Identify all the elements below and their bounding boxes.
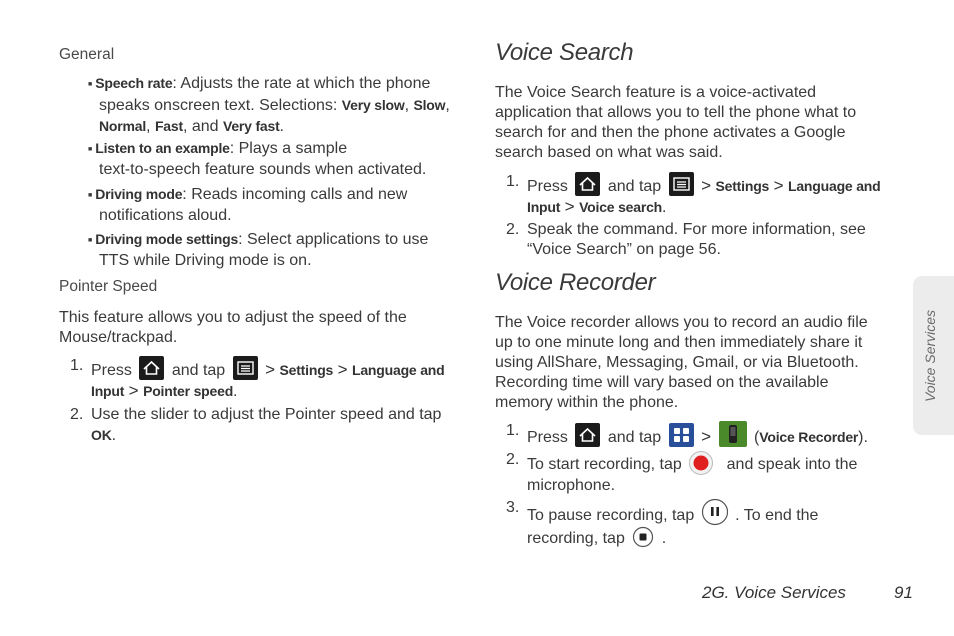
sep: , <box>445 97 450 114</box>
voice-recorder-paragraph <box>495 313 905 413</box>
home-button[interactable] <box>575 423 600 447</box>
general-heading: General <box>59 46 115 63</box>
home-icon <box>139 356 164 380</box>
footer-section-title: 2G. Voice Services <box>702 583 846 602</box>
press-text: Press <box>527 429 568 446</box>
driving-mode-settings-label: Driving mode settings <box>95 231 239 247</box>
arrow-sep: > <box>128 381 139 400</box>
pointer-step-1 <box>70 356 470 402</box>
step2-line1: Use the slider to adjust the Pointer speed and tap <box>91 406 442 423</box>
vr-line: Recording time will vary based on the available <box>495 374 829 391</box>
vr-step2-pre: To start recording, tap <box>527 456 682 473</box>
home-button[interactable] <box>575 172 600 196</box>
voice-recorder-step-2 <box>506 450 906 496</box>
listen-example-label: Listen to an example <box>95 140 230 156</box>
pointer-step-2 <box>70 405 470 446</box>
input-label: Input <box>91 383 125 399</box>
settings-label: Settings <box>715 178 770 194</box>
vr-line: up to one minute long and then immediately share it <box>495 334 863 351</box>
vs-line: application that allows you to tell the phone what to <box>495 104 857 121</box>
paren: ). <box>858 429 868 446</box>
press-text: Press <box>527 178 568 195</box>
vr-step2-line2: microphone. <box>527 477 616 494</box>
vs-step2-line1: Speak the command. For more information, see <box>527 221 866 238</box>
vr-step3-post: . To end the <box>735 507 819 524</box>
step-number: 2. <box>70 406 84 423</box>
microphone-icon <box>719 421 747 447</box>
arrow-sep: > <box>701 427 712 446</box>
voice-recorder-step-3 <box>506 498 906 549</box>
opt-slow: Slow <box>413 97 446 113</box>
ok-label: OK <box>91 427 112 443</box>
period: . <box>279 118 284 135</box>
step-number: 1. <box>506 422 520 439</box>
paren: ( <box>753 429 760 446</box>
driving-mode-text: : Reads incoming calls and new <box>182 186 408 203</box>
voice-search-paragraph <box>495 83 895 163</box>
menu-icon <box>233 356 258 380</box>
vs-step2-line2: “Voice Search” on page 56. <box>527 241 721 258</box>
arrow-sep: > <box>564 197 575 216</box>
step-number: 3. <box>506 499 520 516</box>
settings-label: Settings <box>279 362 334 378</box>
vr-line: memory within the phone. <box>495 394 679 411</box>
vr-step3-line2: recording, tap <box>527 530 625 547</box>
speech-rate-selections: speaks onscreen text. Selections: <box>99 97 342 114</box>
section-side-tab-label: Voice Services <box>922 309 938 403</box>
apps-button[interactable] <box>669 423 694 447</box>
menu-button[interactable] <box>233 356 258 380</box>
listen-example-line2: text-to-speech feature sounds when activated. <box>99 161 427 178</box>
driving-mode-label: Driving mode <box>95 186 183 202</box>
bullet-driving-mode-settings: ■ Driving mode settings: Select applications to use TTS while Driving mode is on. <box>88 229 478 271</box>
pointer-speed-heading: Pointer Speed <box>59 278 158 295</box>
arrow-sep: > <box>265 360 276 379</box>
step-number: 2. <box>506 451 520 468</box>
opt-very-fast: Very fast <box>222 118 280 134</box>
speech-rate-text: : Adjusts the rate at which the phone <box>172 75 431 92</box>
vr-step3-pre: To pause recording, tap <box>527 507 695 524</box>
sep: , <box>404 97 414 114</box>
voice-recorder-label: Voice Recorder <box>759 429 859 445</box>
vs-line: search for and then the phone activates a Google <box>495 124 846 141</box>
vs-line: The Voice Search feature is a voice-activated <box>495 84 817 101</box>
period: . <box>111 427 117 444</box>
apps-grid-icon <box>669 423 694 447</box>
vr-line: The Voice recorder allows you to record an audio file <box>495 314 868 331</box>
press-text: Press <box>91 362 132 379</box>
language-label: Language and <box>351 362 445 378</box>
input-label: Input <box>527 199 561 215</box>
stop-icon[interactable] <box>632 526 654 548</box>
arrow-sep: > <box>701 176 712 195</box>
arrow-sep: > <box>337 360 348 379</box>
voice-recorder-app-button[interactable] <box>719 421 747 447</box>
voice-recorder-step-1 <box>506 421 906 448</box>
opt-very-slow: Very slow <box>341 97 405 113</box>
period: . <box>662 199 667 216</box>
sep: , <box>146 118 155 135</box>
vr-step2-post: and speak into the <box>726 456 858 473</box>
and-tap-text: and tap <box>607 178 662 195</box>
vr-line: using AllShare, Messaging, Gmail, or via Bluetooth. <box>495 354 859 371</box>
period: . <box>233 383 238 400</box>
bullet-listen-example: ■ Listen to an example: Plays a sample text-to-speech feature sounds when activated. <box>88 138 478 180</box>
opt-fast: Fast <box>154 118 183 134</box>
menu-icon <box>669 172 694 196</box>
step-number: 1. <box>506 173 520 190</box>
bullet-speech-rate: ■ Speech rate: Adjusts the rate at which the phone speaks onscreen text. Selections: Very slow, Slow, Normal, Fast, and Very fast. <box>88 75 450 135</box>
step-number: 1. <box>70 357 84 374</box>
pointer-para-line1: This feature allows you to adjust the speed of the <box>59 309 407 326</box>
opt-normal: Normal <box>99 118 147 134</box>
home-button[interactable] <box>139 356 164 380</box>
step-number: 2. <box>506 221 520 238</box>
menu-button[interactable] <box>669 172 694 196</box>
arrow-sep: > <box>773 176 784 195</box>
vs-line: search based on what was said. <box>495 144 723 161</box>
bullet-driving-mode: ■ Driving mode: Reads incoming calls and new notifications aloud. <box>88 184 478 226</box>
listen-example-text: : Plays a sample <box>229 140 348 157</box>
home-icon <box>575 423 600 447</box>
page-number: 91 <box>894 583 913 602</box>
pointer-speed-label: Pointer speed <box>143 383 234 399</box>
speech-rate-label: Speech rate <box>95 75 173 91</box>
driving-mode-settings-line2: TTS while Driving mode is on. <box>99 252 312 269</box>
voice-recorder-title: Voice Recorder <box>495 269 656 296</box>
pause-icon[interactable] <box>701 498 729 526</box>
driving-mode-settings-text: : Select applications to use <box>238 231 429 248</box>
period: . <box>661 530 667 547</box>
and-tap-text: and tap <box>607 429 662 446</box>
language-label: Language and <box>787 178 881 194</box>
driving-mode-line2: notifications aloud. <box>99 207 232 224</box>
voice-search-step-1 <box>506 172 906 218</box>
record-icon[interactable] <box>688 450 714 476</box>
voice-search-step-2 <box>506 220 906 260</box>
pointer-para-line2: Mouse/trackpad. <box>59 329 178 346</box>
home-icon <box>575 172 600 196</box>
voice-search-label: Voice search <box>579 199 663 215</box>
voice-search-title: Voice Search <box>495 39 634 66</box>
and-tap-text: and tap <box>171 362 226 379</box>
sep: , and <box>182 118 223 135</box>
